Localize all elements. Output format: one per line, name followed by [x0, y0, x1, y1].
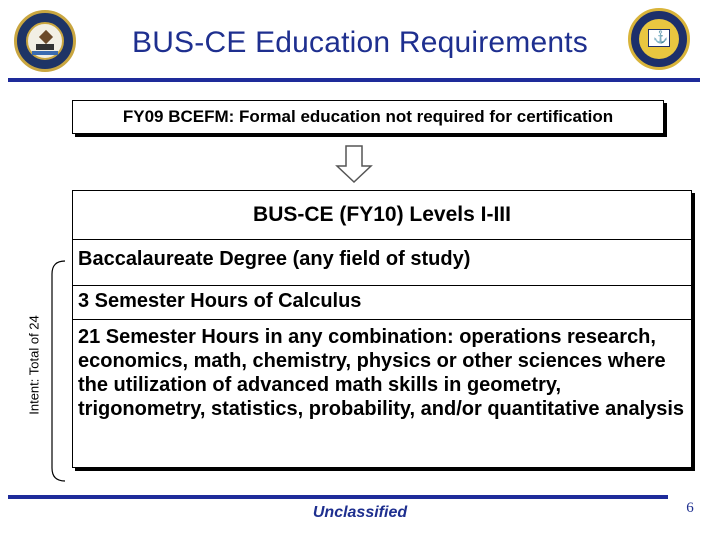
title-divider [8, 78, 700, 82]
navy-seal-icon [14, 10, 76, 72]
requirement-calculus: 3 Semester Hours of Calculus [73, 285, 691, 319]
fy09-requirement-box: FY09 BCEFM: Formal education not required for certification [72, 100, 664, 134]
seal-emblem [639, 19, 679, 59]
requirement-semester-hours: 21 Semester Hours in any combination: operations research, economics, math, chemistry, physics or other sciences where the utilization of advanced math skills in geometry, trigonometry, statistics, probability, and/or quantitative analysis [73, 319, 691, 469]
seal-emblem [26, 22, 64, 60]
requirement-degree: Baccalaureate Degree (any field of study) [73, 239, 691, 285]
eagle-icon [39, 30, 53, 44]
classification-label: Unclassified [312, 504, 408, 521]
intent-bracket [50, 260, 66, 482]
wave-icon [32, 51, 58, 55]
ship-icon [36, 44, 54, 50]
intent-total-text: Intent: Total of 24 [26, 315, 42, 415]
footer-divider [8, 495, 668, 499]
anchor-icon: ⚓ [653, 30, 668, 44]
page-title: BUS-CE Education Requirements [131, 26, 588, 59]
page-number: 6 [686, 500, 694, 516]
bus-ce-header: BUS-CE (FY10) Levels I-III [253, 203, 511, 226]
down-arrow-icon [334, 144, 374, 184]
bus-ce-levels-box [72, 190, 692, 468]
naval-sea-systems-seal-icon [628, 8, 690, 70]
